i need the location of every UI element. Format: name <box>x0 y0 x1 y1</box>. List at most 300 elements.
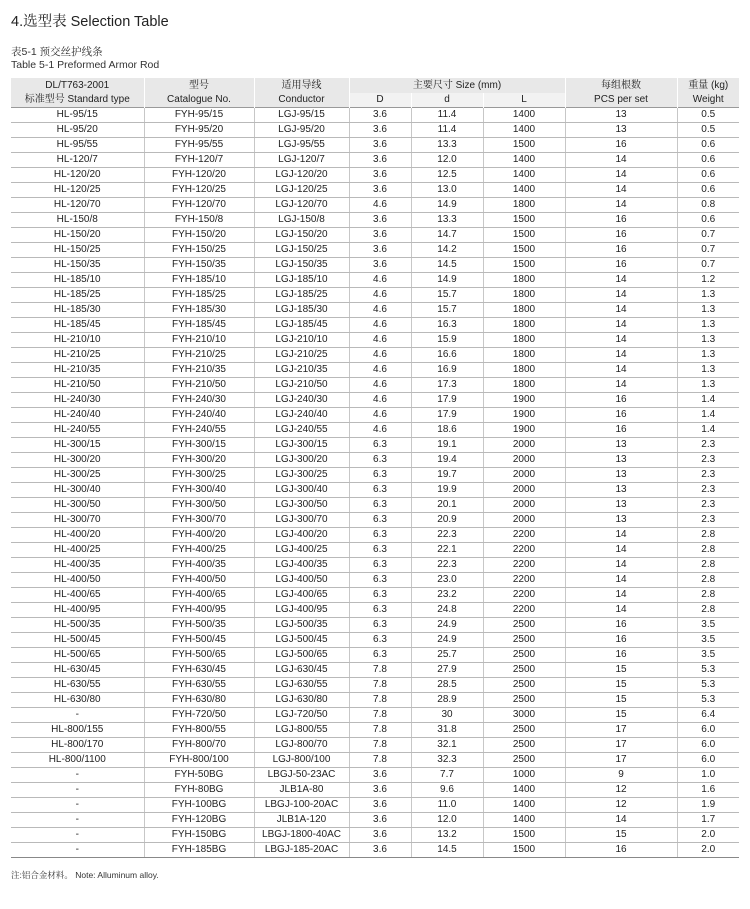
table-row <box>11 423 739 438</box>
weight-cell: 0.7 <box>677 228 739 243</box>
conductor-cell: LGJ-400/35 <box>254 558 349 573</box>
standard-type-cell: HL-400/35 <box>11 558 144 573</box>
pcs-per-set-cell: 16 <box>565 213 677 228</box>
header-size-d-inner: d <box>411 93 483 108</box>
standard-type-cell: - <box>11 843 144 858</box>
conductor-cell: LGJ-300/15 <box>254 438 349 453</box>
size-d-outer-cell: 4.6 <box>349 198 411 213</box>
size-d-outer-cell: 3.6 <box>349 798 411 813</box>
table-row <box>11 483 739 498</box>
pcs-per-set-cell: 16 <box>565 408 677 423</box>
size-l-cell: 1900 <box>483 408 565 423</box>
conductor-cell: LGJ-630/55 <box>254 678 349 693</box>
size-d-inner-cell: 14.5 <box>411 843 483 858</box>
size-d-outer-cell: 3.6 <box>349 108 411 123</box>
pcs-per-set-cell: 16 <box>565 648 677 663</box>
table-row <box>11 378 739 393</box>
size-d-outer-cell: 3.6 <box>349 258 411 273</box>
pcs-per-set-cell: 12 <box>565 798 677 813</box>
table-row <box>11 168 739 183</box>
conductor-cell: LGJ-300/50 <box>254 498 349 513</box>
catalogue-no-cell: FYH-185/45 <box>144 318 254 333</box>
size-d-outer-cell: 3.6 <box>349 243 411 258</box>
table-row <box>11 198 739 213</box>
standard-type-cell: HL-240/40 <box>11 408 144 423</box>
standard-type-cell: HL-150/8 <box>11 213 144 228</box>
size-d-outer-cell: 4.6 <box>349 393 411 408</box>
weight-cell: 0.5 <box>677 123 739 138</box>
weight-cell: 2.8 <box>677 558 739 573</box>
catalogue-no-cell: FYH-210/35 <box>144 363 254 378</box>
pcs-per-set-cell: 14 <box>565 363 677 378</box>
size-d-inner-cell: 17.3 <box>411 378 483 393</box>
conductor-cell: LGJ-630/45 <box>254 663 349 678</box>
table-row <box>11 273 739 288</box>
size-d-inner-cell: 15.7 <box>411 303 483 318</box>
size-d-outer-cell: 4.6 <box>349 363 411 378</box>
pcs-per-set-cell: 13 <box>565 438 677 453</box>
size-d-outer-cell: 4.6 <box>349 318 411 333</box>
standard-type-cell: HL-500/35 <box>11 618 144 633</box>
table-row <box>11 603 739 618</box>
conductor-cell: LGJ-150/25 <box>254 243 349 258</box>
size-d-inner-cell: 20.1 <box>411 498 483 513</box>
weight-cell: 1.4 <box>677 393 739 408</box>
size-d-inner-cell: 19.9 <box>411 483 483 498</box>
pcs-per-set-cell: 14 <box>565 603 677 618</box>
size-d-outer-cell: 6.3 <box>349 528 411 543</box>
standard-type-cell: HL-95/15 <box>11 108 144 123</box>
size-l-cell: 1500 <box>483 843 565 858</box>
catalogue-no-cell: FYH-300/25 <box>144 468 254 483</box>
table-row <box>11 303 739 318</box>
pcs-per-set-cell: 16 <box>565 843 677 858</box>
table-row <box>11 768 739 783</box>
catalogue-no-cell: FYH-150/25 <box>144 243 254 258</box>
size-l-cell: 1800 <box>483 198 565 213</box>
header-size-d-outer: D <box>349 93 411 108</box>
pcs-per-set-cell: 15 <box>565 828 677 843</box>
footnote: 注:铝合金材料。 Note: Alluminum alloy. <box>11 870 159 880</box>
size-d-inner-cell: 19.4 <box>411 453 483 468</box>
size-d-outer-cell: 7.8 <box>349 723 411 738</box>
pcs-per-set-cell: 16 <box>565 618 677 633</box>
table-row <box>11 813 739 828</box>
table-row <box>11 588 739 603</box>
catalogue-no-cell: FYH-120BG <box>144 813 254 828</box>
size-l-cell: 2500 <box>483 693 565 708</box>
size-l-cell: 1900 <box>483 393 565 408</box>
size-d-inner-cell: 28.9 <box>411 693 483 708</box>
table-row <box>11 363 739 378</box>
catalogue-no-cell: FYH-185/25 <box>144 288 254 303</box>
standard-type-cell: HL-210/25 <box>11 348 144 363</box>
catalogue-no-cell: FYH-240/30 <box>144 393 254 408</box>
catalogue-no-cell: FYH-800/70 <box>144 738 254 753</box>
catalogue-no-cell: FYH-300/50 <box>144 498 254 513</box>
conductor-cell: LGJ-300/40 <box>254 483 349 498</box>
catalogue-no-cell: FYH-630/55 <box>144 678 254 693</box>
conductor-cell: LGJ-400/65 <box>254 588 349 603</box>
table-row <box>11 468 739 483</box>
header-catalogue-no: Catalogue No. <box>144 93 254 108</box>
standard-type-cell: HL-800/1100 <box>11 753 144 768</box>
standard-type-cell: HL-630/45 <box>11 663 144 678</box>
conductor-cell: LBGJ-100-20AC <box>254 798 349 813</box>
standard-type-cell: - <box>11 828 144 843</box>
size-l-cell: 1500 <box>483 228 565 243</box>
weight-cell: 5.3 <box>677 678 739 693</box>
pcs-per-set-cell: 15 <box>565 693 677 708</box>
size-l-cell: 2500 <box>483 618 565 633</box>
table-row <box>11 723 739 738</box>
size-d-outer-cell: 6.3 <box>349 588 411 603</box>
size-d-inner-cell: 17.9 <box>411 408 483 423</box>
size-d-inner-cell: 12.0 <box>411 813 483 828</box>
size-d-inner-cell: 15.9 <box>411 333 483 348</box>
standard-type-cell: - <box>11 708 144 723</box>
pcs-per-set-cell: 17 <box>565 738 677 753</box>
size-l-cell: 2000 <box>483 483 565 498</box>
size-d-outer-cell: 6.3 <box>349 513 411 528</box>
pcs-per-set-cell: 14 <box>565 528 677 543</box>
table-row <box>11 318 739 333</box>
conductor-cell: LGJ-630/80 <box>254 693 349 708</box>
table-row <box>11 153 739 168</box>
header-weight: Weight <box>677 93 739 108</box>
conductor-cell: LGJ-720/50 <box>254 708 349 723</box>
pcs-per-set-cell: 16 <box>565 633 677 648</box>
standard-type-cell: HL-300/70 <box>11 513 144 528</box>
pcs-per-set-cell: 16 <box>565 243 677 258</box>
catalogue-no-cell: FYH-120/25 <box>144 183 254 198</box>
conductor-cell: LGJ-400/95 <box>254 603 349 618</box>
catalogue-no-cell: FYH-95/15 <box>144 108 254 123</box>
size-d-outer-cell: 7.8 <box>349 693 411 708</box>
size-d-inner-cell: 13.3 <box>411 138 483 153</box>
table-row <box>11 393 739 408</box>
pcs-per-set-cell: 14 <box>565 288 677 303</box>
conductor-cell: LGJ-500/35 <box>254 618 349 633</box>
catalogue-no-cell: FYH-95/55 <box>144 138 254 153</box>
conductor-cell: LGJ-400/20 <box>254 528 349 543</box>
standard-type-cell: HL-800/155 <box>11 723 144 738</box>
section-title: 4.选型表 Selection Table <box>11 14 169 30</box>
pcs-per-set-cell: 14 <box>565 543 677 558</box>
standard-type-cell: HL-500/65 <box>11 648 144 663</box>
size-l-cell: 2200 <box>483 573 565 588</box>
conductor-cell: LGJ-120/20 <box>254 168 349 183</box>
weight-cell: 0.6 <box>677 183 739 198</box>
standard-type-cell: HL-300/50 <box>11 498 144 513</box>
size-d-inner-cell: 13.3 <box>411 213 483 228</box>
table-label-cn: 表5-1 预交丝护线条 <box>11 46 103 58</box>
size-d-inner-cell: 14.5 <box>411 258 483 273</box>
pcs-per-set-cell: 14 <box>565 378 677 393</box>
pcs-per-set-cell: 14 <box>565 183 677 198</box>
size-d-outer-cell: 6.3 <box>349 603 411 618</box>
size-l-cell: 1400 <box>483 183 565 198</box>
conductor-cell: LGJ-500/45 <box>254 633 349 648</box>
table-row <box>11 408 739 423</box>
table-row <box>11 243 739 258</box>
weight-cell: 1.9 <box>677 798 739 813</box>
catalogue-no-cell: FYH-800/100 <box>144 753 254 768</box>
size-d-inner-cell: 18.6 <box>411 423 483 438</box>
size-d-outer-cell: 6.3 <box>349 618 411 633</box>
weight-cell: 2.3 <box>677 468 739 483</box>
size-l-cell: 1400 <box>483 168 565 183</box>
table-body <box>11 108 739 858</box>
size-l-cell: 2500 <box>483 678 565 693</box>
weight-cell: 0.6 <box>677 138 739 153</box>
standard-type-cell: HL-300/40 <box>11 483 144 498</box>
size-d-outer-cell: 6.3 <box>349 438 411 453</box>
size-l-cell: 2200 <box>483 528 565 543</box>
table-row <box>11 258 739 273</box>
conductor-cell: LGJ-240/40 <box>254 408 349 423</box>
weight-cell: 1.4 <box>677 423 739 438</box>
conductor-cell: LGJ-185/25 <box>254 288 349 303</box>
size-d-outer-cell: 3.6 <box>349 768 411 783</box>
size-d-outer-cell: 3.6 <box>349 813 411 828</box>
conductor-cell: LGJ-185/10 <box>254 273 349 288</box>
catalogue-no-cell: FYH-400/20 <box>144 528 254 543</box>
conductor-cell: LGJ-400/25 <box>254 543 349 558</box>
size-l-cell: 2200 <box>483 588 565 603</box>
standard-type-cell: - <box>11 783 144 798</box>
conductor-cell: LGJ-120/70 <box>254 198 349 213</box>
size-d-inner-cell: 25.7 <box>411 648 483 663</box>
standard-type-cell: HL-210/50 <box>11 378 144 393</box>
standard-type-cell: - <box>11 813 144 828</box>
size-d-inner-cell: 14.7 <box>411 228 483 243</box>
conductor-cell: LGJ-300/25 <box>254 468 349 483</box>
standard-type-cell: HL-95/20 <box>11 123 144 138</box>
size-d-inner-cell: 15.7 <box>411 288 483 303</box>
standard-type-cell: HL-185/25 <box>11 288 144 303</box>
catalogue-no-cell: FYH-150/8 <box>144 213 254 228</box>
standard-type-cell: HL-400/65 <box>11 588 144 603</box>
size-l-cell: 2200 <box>483 603 565 618</box>
catalogue-no-cell: FYH-400/35 <box>144 558 254 573</box>
conductor-cell: LGJ-210/25 <box>254 348 349 363</box>
size-l-cell: 1800 <box>483 333 565 348</box>
standard-type-cell: HL-185/45 <box>11 318 144 333</box>
pcs-per-set-cell: 14 <box>565 198 677 213</box>
table-row <box>11 708 739 723</box>
table-row <box>11 453 739 468</box>
pcs-per-set-cell: 12 <box>565 783 677 798</box>
table-row <box>11 138 739 153</box>
pcs-per-set-cell: 13 <box>565 468 677 483</box>
weight-cell: 1.7 <box>677 813 739 828</box>
weight-cell: 1.6 <box>677 783 739 798</box>
size-d-outer-cell: 7.8 <box>349 678 411 693</box>
weight-cell: 3.5 <box>677 648 739 663</box>
table-row <box>11 333 739 348</box>
catalogue-no-cell: FYH-210/50 <box>144 378 254 393</box>
pcs-per-set-cell: 14 <box>565 153 677 168</box>
header-size-group: 主要尺寸 Size (mm) <box>349 78 565 93</box>
pcs-per-set-cell: 13 <box>565 483 677 498</box>
pcs-per-set-cell: 14 <box>565 168 677 183</box>
catalogue-no-cell: FYH-240/55 <box>144 423 254 438</box>
size-l-cell: 2000 <box>483 468 565 483</box>
conductor-cell: LGJ-800/100 <box>254 753 349 768</box>
conductor-cell: LGJ-120/25 <box>254 183 349 198</box>
header-standard-code: DL/T763-2001 <box>11 78 144 93</box>
size-l-cell: 1500 <box>483 243 565 258</box>
table-row <box>11 288 739 303</box>
catalogue-no-cell: FYH-400/65 <box>144 588 254 603</box>
size-d-inner-cell: 17.9 <box>411 393 483 408</box>
pcs-per-set-cell: 14 <box>565 588 677 603</box>
standard-type-cell: HL-500/45 <box>11 633 144 648</box>
weight-cell: 6.4 <box>677 708 739 723</box>
table-row <box>11 738 739 753</box>
table-row <box>11 513 739 528</box>
weight-cell: 6.0 <box>677 738 739 753</box>
table-row <box>11 753 739 768</box>
size-d-outer-cell: 6.3 <box>349 468 411 483</box>
size-d-inner-cell: 14.9 <box>411 273 483 288</box>
conductor-cell: LGJ-800/70 <box>254 738 349 753</box>
conductor-cell: LBGJ-1800-40AC <box>254 828 349 843</box>
size-d-outer-cell: 4.6 <box>349 303 411 318</box>
size-l-cell: 1800 <box>483 363 565 378</box>
table-row <box>11 618 739 633</box>
header-model-cn: 型号 <box>144 78 254 93</box>
pcs-per-set-cell: 13 <box>565 108 677 123</box>
size-l-cell: 1800 <box>483 318 565 333</box>
pcs-per-set-cell: 15 <box>565 708 677 723</box>
weight-cell: 3.5 <box>677 633 739 648</box>
standard-type-cell: HL-150/35 <box>11 258 144 273</box>
size-d-inner-cell: 11.4 <box>411 108 483 123</box>
pcs-per-set-cell: 16 <box>565 423 677 438</box>
size-l-cell: 3000 <box>483 708 565 723</box>
size-l-cell: 1500 <box>483 258 565 273</box>
weight-cell: 1.4 <box>677 408 739 423</box>
size-d-inner-cell: 16.6 <box>411 348 483 363</box>
pcs-per-set-cell: 13 <box>565 123 677 138</box>
conductor-cell: LBGJ-185-20AC <box>254 843 349 858</box>
catalogue-no-cell: FYH-300/15 <box>144 438 254 453</box>
weight-cell: 6.0 <box>677 753 739 768</box>
conductor-cell: LGJ-150/20 <box>254 228 349 243</box>
standard-type-cell: - <box>11 768 144 783</box>
catalogue-no-cell: FYH-100BG <box>144 798 254 813</box>
table-row <box>11 528 739 543</box>
conductor-cell: LGJ-210/35 <box>254 363 349 378</box>
standard-type-cell: HL-400/25 <box>11 543 144 558</box>
weight-cell: 0.7 <box>677 243 739 258</box>
weight-cell: 1.0 <box>677 768 739 783</box>
size-d-inner-cell: 24.9 <box>411 633 483 648</box>
catalogue-no-cell: FYH-120/70 <box>144 198 254 213</box>
conductor-cell: LGJ-300/70 <box>254 513 349 528</box>
size-l-cell: 1500 <box>483 138 565 153</box>
size-d-outer-cell: 3.6 <box>349 228 411 243</box>
weight-cell: 2.8 <box>677 603 739 618</box>
weight-cell: 1.3 <box>677 348 739 363</box>
size-d-inner-cell: 23.2 <box>411 588 483 603</box>
standard-type-cell: HL-150/25 <box>11 243 144 258</box>
size-d-outer-cell: 6.3 <box>349 543 411 558</box>
catalogue-no-cell: FYH-150/35 <box>144 258 254 273</box>
catalogue-no-cell: FYH-500/65 <box>144 648 254 663</box>
conductor-cell: LGJ-95/15 <box>254 108 349 123</box>
header-weight-cn: 重量 (kg) <box>677 78 739 93</box>
size-d-outer-cell: 4.6 <box>349 408 411 423</box>
table-row <box>11 798 739 813</box>
standard-type-cell: HL-120/70 <box>11 198 144 213</box>
catalogue-no-cell: FYH-120/20 <box>144 168 254 183</box>
pcs-per-set-cell: 14 <box>565 273 677 288</box>
size-d-inner-cell: 12.5 <box>411 168 483 183</box>
catalogue-no-cell: FYH-500/45 <box>144 633 254 648</box>
conductor-cell: LGJ-95/20 <box>254 123 349 138</box>
weight-cell: 5.3 <box>677 663 739 678</box>
weight-cell: 1.3 <box>677 333 739 348</box>
size-l-cell: 1500 <box>483 213 565 228</box>
size-l-cell: 1400 <box>483 123 565 138</box>
standard-type-cell: HL-120/25 <box>11 183 144 198</box>
size-d-inner-cell: 31.8 <box>411 723 483 738</box>
pcs-per-set-cell: 16 <box>565 138 677 153</box>
pcs-per-set-cell: 14 <box>565 318 677 333</box>
size-l-cell: 1800 <box>483 378 565 393</box>
standard-type-cell: - <box>11 798 144 813</box>
table-row <box>11 123 739 138</box>
pcs-per-set-cell: 17 <box>565 753 677 768</box>
weight-cell: 0.5 <box>677 108 739 123</box>
weight-cell: 2.3 <box>677 513 739 528</box>
pcs-per-set-cell: 14 <box>565 303 677 318</box>
size-d-outer-cell: 3.6 <box>349 168 411 183</box>
table-label-en: Table 5-1 Preformed Armor Rod <box>11 59 160 71</box>
size-d-inner-cell: 32.1 <box>411 738 483 753</box>
table-row <box>11 543 739 558</box>
size-d-outer-cell: 6.3 <box>349 558 411 573</box>
conductor-cell: LGJ-400/50 <box>254 573 349 588</box>
standard-type-cell: HL-400/50 <box>11 573 144 588</box>
size-d-inner-cell: 11.0 <box>411 798 483 813</box>
size-l-cell: 1900 <box>483 423 565 438</box>
weight-cell: 2.0 <box>677 828 739 843</box>
pcs-per-set-cell: 14 <box>565 558 677 573</box>
weight-cell: 1.2 <box>677 273 739 288</box>
table-row <box>11 663 739 678</box>
catalogue-no-cell: FYH-630/80 <box>144 693 254 708</box>
standard-type-cell: HL-630/55 <box>11 678 144 693</box>
size-d-outer-cell: 6.3 <box>349 573 411 588</box>
size-d-outer-cell: 6.3 <box>349 483 411 498</box>
conductor-cell: LGJ-210/50 <box>254 378 349 393</box>
weight-cell: 2.8 <box>677 588 739 603</box>
conductor-cell: LGJ-800/55 <box>254 723 349 738</box>
size-l-cell: 2500 <box>483 663 565 678</box>
catalogue-no-cell: FYH-300/70 <box>144 513 254 528</box>
size-d-outer-cell: 3.6 <box>349 828 411 843</box>
size-l-cell: 1400 <box>483 783 565 798</box>
size-d-outer-cell: 3.6 <box>349 123 411 138</box>
size-d-inner-cell: 22.3 <box>411 558 483 573</box>
standard-type-cell: HL-800/170 <box>11 738 144 753</box>
catalogue-no-cell: FYH-95/20 <box>144 123 254 138</box>
size-l-cell: 2500 <box>483 738 565 753</box>
